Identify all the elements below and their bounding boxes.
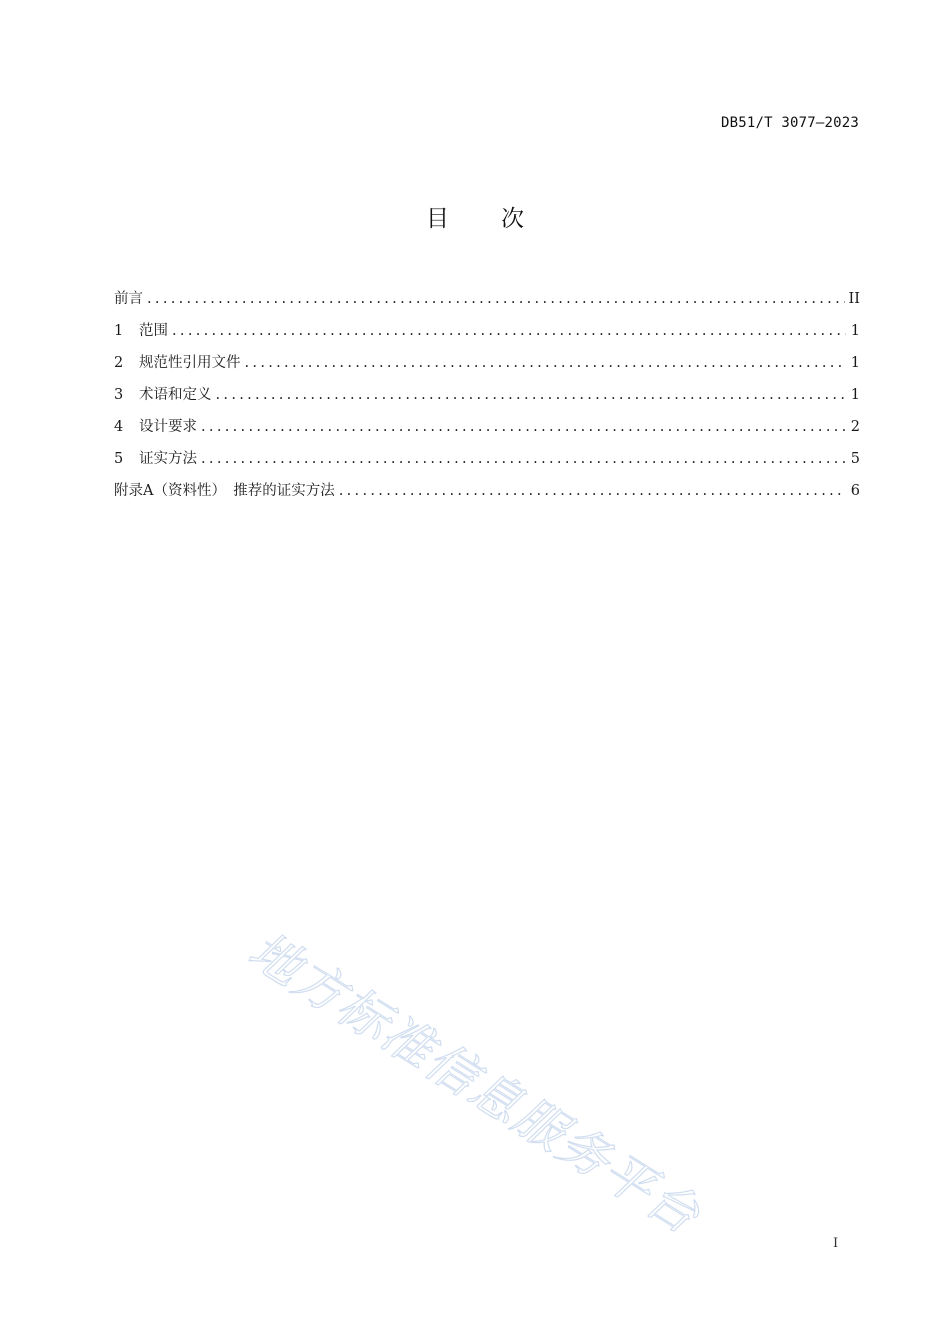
toc-entry-page: 5 bbox=[850, 451, 860, 467]
toc-entry-label: 前言 bbox=[114, 291, 143, 307]
toc-entry-appendix-a[interactable] bbox=[114, 480, 860, 512]
toc-entry-number: 1 bbox=[114, 323, 124, 339]
toc-entry-page: 1 bbox=[850, 323, 860, 339]
toc-entry-normative-references[interactable] bbox=[114, 352, 860, 384]
toc-entry-label: 范围 bbox=[139, 323, 168, 339]
toc-leader-dots bbox=[216, 384, 847, 406]
toc-entry-number: 4 bbox=[114, 419, 124, 435]
toc-entry-label: 规范性引用文件 bbox=[139, 355, 241, 371]
toc-entry-label: 证实方法 bbox=[139, 451, 197, 467]
toc-entry-page: II bbox=[848, 291, 860, 307]
toc-entry-page: 1 bbox=[850, 355, 860, 371]
toc-entry-terms-definitions[interactable] bbox=[114, 384, 860, 416]
table-of-contents bbox=[114, 288, 860, 512]
toc-leader-dots bbox=[172, 320, 846, 342]
toc-leader-dots bbox=[245, 352, 847, 374]
document-code: DB51/T 3077—2023 bbox=[720, 115, 859, 131]
toc-entry-foreword[interactable] bbox=[114, 288, 860, 320]
page-title: 目次 bbox=[426, 206, 576, 232]
toc-leader-dots bbox=[147, 288, 845, 310]
toc-entry-label: 设计要求 bbox=[139, 419, 197, 435]
toc-entry-number: 5 bbox=[114, 451, 124, 467]
toc-entry-verification-methods[interactable] bbox=[114, 448, 860, 480]
toc-entry-page: 6 bbox=[850, 483, 860, 499]
toc-leader-dots bbox=[339, 480, 846, 502]
toc-leader-dots bbox=[201, 448, 846, 470]
toc-entry-design-requirements[interactable] bbox=[114, 416, 860, 448]
toc-entry-label: 术语和定义 bbox=[139, 387, 212, 403]
page-number: I bbox=[833, 1236, 839, 1251]
toc-entry-page: 2 bbox=[850, 419, 860, 435]
toc-entry-page: 1 bbox=[850, 387, 860, 403]
toc-entry-number: 3 bbox=[114, 387, 124, 403]
toc-entry-label: 附录A（资料性） 推荐的证实方法 bbox=[114, 483, 335, 499]
toc-entry-scope[interactable] bbox=[114, 320, 860, 352]
watermark: 地方标准信息服务平台 bbox=[238, 920, 711, 1246]
toc-leader-dots bbox=[201, 416, 846, 438]
toc-entry-number: 2 bbox=[114, 355, 124, 371]
